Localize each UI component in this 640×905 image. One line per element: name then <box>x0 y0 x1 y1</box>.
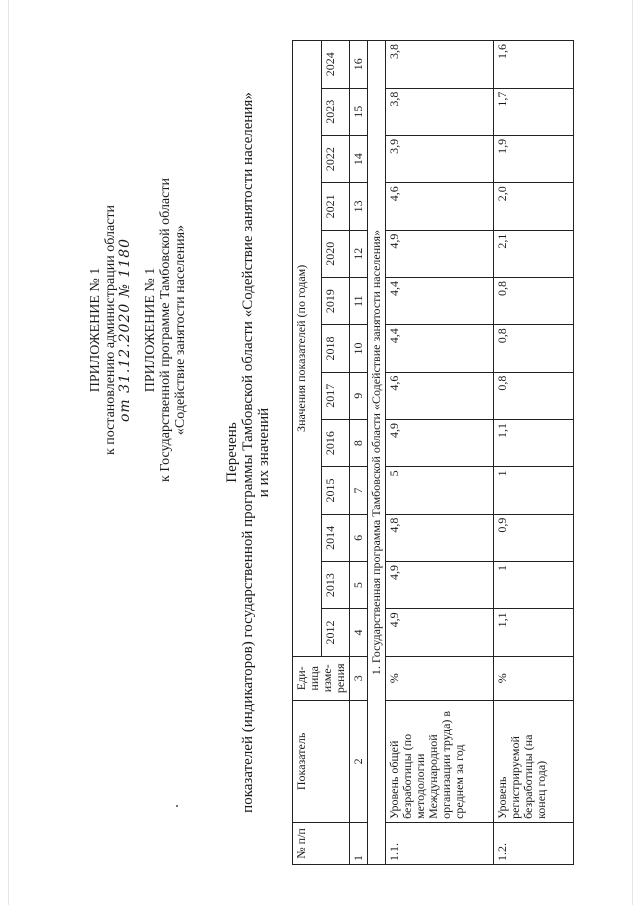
appendix-program-name: «Содействие занятости населения» <box>173 224 188 436</box>
row-unit: % <box>386 656 494 700</box>
column-number: 6 <box>350 514 368 561</box>
table-row <box>494 41 574 865</box>
column-number-row <box>350 41 368 865</box>
header-year: 2021 <box>321 183 350 230</box>
appendix-program-title: ПРИЛОЖЕНИЕ № 1 <box>143 267 158 393</box>
row-value: 0,9 <box>494 514 574 561</box>
header-year: 2014 <box>321 514 350 561</box>
column-number: 4 <box>350 609 368 656</box>
header-years-group: Значения показателей (по годам) <box>293 41 322 657</box>
row-value: 4,9 <box>386 609 494 656</box>
row-value: 1 <box>494 467 574 514</box>
row-value: 3,8 <box>386 88 494 135</box>
column-number: 13 <box>350 183 368 230</box>
row-value: 0,8 <box>494 372 574 419</box>
header-year: 2013 <box>321 562 350 609</box>
appendix-decree-ref: к постановлению администрации области <box>103 204 118 456</box>
section-row <box>368 41 386 865</box>
row-value: 1,1 <box>494 419 574 466</box>
column-number: 16 <box>350 41 368 89</box>
row-indicator-name: Уровень регистрируемой безработицы (на конец года) <box>494 700 574 822</box>
row-value: 4,4 <box>386 325 494 372</box>
column-number: 3 <box>350 656 368 700</box>
appendix-header <box>88 120 188 540</box>
column-number: 7 <box>350 467 368 514</box>
handwritten-date-number: от 31.12.2020 № 1180 <box>117 237 133 423</box>
appendix-program-ref: к Государственной программе Тамбовской области <box>158 178 173 482</box>
row-indicator-name: Уровень общей безработицы (по методологии Международной организации труда) в среднем за год <box>386 700 494 822</box>
row-num: 1.2. <box>494 822 574 864</box>
column-number: 14 <box>350 135 368 182</box>
row-value: 1,9 <box>494 135 574 182</box>
header-row-1 <box>293 41 322 865</box>
row-value: 2,1 <box>494 230 574 277</box>
column-number: 5 <box>350 562 368 609</box>
header-year: 2024 <box>321 41 350 89</box>
header-year: 2016 <box>321 419 350 466</box>
row-value: 4,6 <box>386 183 494 230</box>
title-line-3: и их значений <box>256 407 272 498</box>
title-line-1: Перечень <box>224 422 240 483</box>
column-number: 1 <box>350 822 368 864</box>
header-year: 2020 <box>321 230 350 277</box>
row-value: 2,0 <box>494 183 574 230</box>
row-value: 1,6 <box>494 41 574 89</box>
column-number: 8 <box>350 419 368 466</box>
column-number: 9 <box>350 372 368 419</box>
column-number: 10 <box>350 325 368 372</box>
title-line-2: показателей (индикаторов) государственной программы Тамбовской области «Содействие занятости населения» <box>240 92 256 813</box>
column-number: 12 <box>350 230 368 277</box>
header-year: 2022 <box>321 135 350 182</box>
row-value: 4,9 <box>386 419 494 466</box>
section-title: 1. Государственная программа Тамбовской области «Содействие занятости населения» <box>368 41 386 865</box>
row-value: 3,8 <box>386 41 494 89</box>
column-number: 15 <box>350 88 368 135</box>
column-number: 2 <box>350 700 368 822</box>
row-value: 4,4 <box>386 277 494 324</box>
scan-speck <box>176 805 178 807</box>
column-number: 11 <box>350 277 368 324</box>
row-value: 4,9 <box>386 562 494 609</box>
row-value: 4,6 <box>386 372 494 419</box>
header-unit: Еди-ница изме-рения <box>293 656 350 700</box>
row-value: 0,8 <box>494 277 574 324</box>
table-row <box>386 41 494 865</box>
row-unit: % <box>494 656 574 700</box>
row-value: 1 <box>494 562 574 609</box>
row-value: 1,1 <box>494 609 574 656</box>
row-value: 4,9 <box>386 230 494 277</box>
row-value: 5 <box>386 467 494 514</box>
row-value: 1,7 <box>494 88 574 135</box>
row-value: 0,8 <box>494 325 574 372</box>
row-value: 3,9 <box>386 135 494 182</box>
header-year: 2023 <box>321 88 350 135</box>
document-title <box>224 0 272 905</box>
row-num: 1.1. <box>386 822 494 864</box>
row-value: 4,8 <box>386 514 494 561</box>
header-indicator: Показатель <box>293 700 350 822</box>
header-year: 2018 <box>321 325 350 372</box>
header-year: 2017 <box>321 372 350 419</box>
indicators-table <box>292 40 574 865</box>
header-year: 2019 <box>321 277 350 324</box>
header-year: 2015 <box>321 467 350 514</box>
appendix-title: ПРИЛОЖЕНИЕ № 1 <box>88 267 103 393</box>
header-year: 2012 <box>321 609 350 656</box>
header-num: № п/п <box>293 822 350 864</box>
